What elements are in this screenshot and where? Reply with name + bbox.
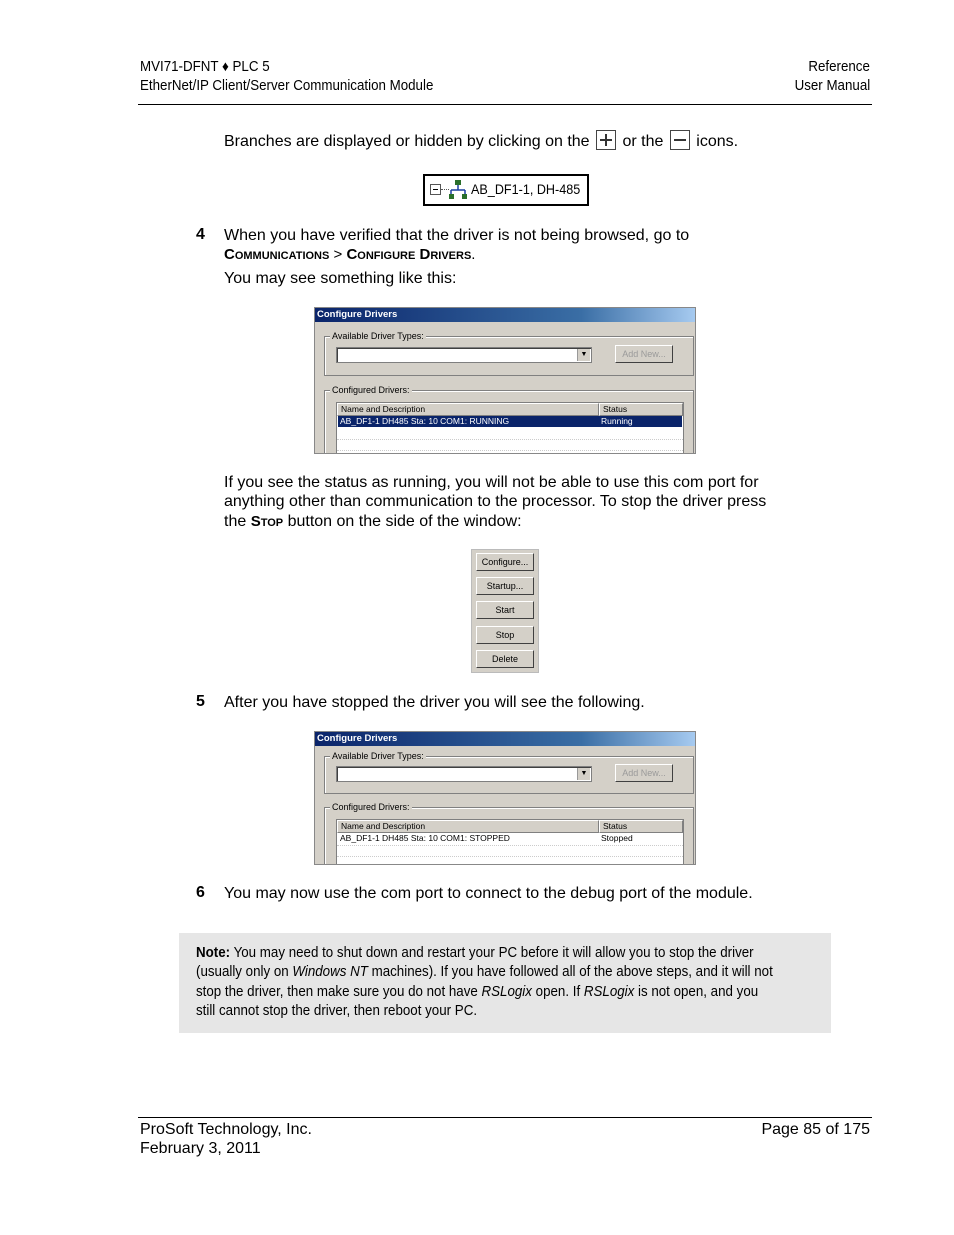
- branches-suffix: icons.: [696, 133, 739, 150]
- footer-company: ProSoft Technology, Inc.: [140, 1121, 312, 1138]
- driver-row-status: Running: [601, 416, 633, 426]
- footer-rule: [138, 1117, 872, 1118]
- note-windows-nt: Windows NT: [292, 964, 368, 980]
- running-para-line3: [224, 512, 522, 532]
- header-rule: [138, 104, 872, 105]
- note-label: Note:: [196, 945, 231, 961]
- note-line2: [196, 963, 773, 983]
- note-rslogix-1: RSLogix: [481, 984, 532, 1000]
- step-4-followup: You may see something like this:: [224, 270, 457, 287]
- step-4-menu-path: [224, 245, 475, 265]
- menu-communications: Communications: [224, 246, 330, 263]
- header-module: EtherNet/IP Client/Server Communication Module: [140, 78, 434, 94]
- add-new-button[interactable]: Add New...: [615, 345, 673, 363]
- tree-node-label[interactable]: AB_DF1-1, DH-485: [471, 181, 581, 197]
- dialog-title: Configure Drivers: [315, 732, 695, 746]
- header-product: MVI71-DFNT ♦ PLC 5: [140, 59, 270, 75]
- driver-row[interactable]: [338, 416, 682, 427]
- running-para-line1: If you see the status as running, you will not be able to use this com port for: [224, 474, 759, 491]
- footer-page-number: Page 85 of 175: [761, 1121, 870, 1138]
- delete-button[interactable]: Delete: [476, 650, 534, 668]
- note-rslogix-2: RSLogix: [583, 984, 635, 1000]
- startup-button[interactable]: Startup...: [476, 577, 534, 595]
- driver-type-select[interactable]: [336, 766, 592, 782]
- tree-node-screenshot: [423, 174, 589, 206]
- driver-row-name: AB_DF1-1 DH485 Sta: 10 COM1: STOPPED: [340, 833, 510, 843]
- dialog-title: Configure Drivers: [315, 308, 695, 322]
- line3-post: button on the side of the window:: [287, 513, 522, 530]
- configured-drivers-list[interactable]: [336, 819, 684, 865]
- note-line2-post: machines). If you have followed all of the above steps, and it will not: [371, 964, 773, 980]
- configure-button[interactable]: Configure...: [476, 553, 534, 571]
- note-line2-pre: (usually only on: [196, 964, 289, 980]
- minus-box-icon: [670, 130, 690, 150]
- step-5-text: After you have stopped the driver you will see the following.: [224, 694, 645, 711]
- menu-period: .: [471, 246, 476, 263]
- note-line1: [196, 944, 754, 964]
- running-para-line2: anything other than communication to the processor. To stop the driver press: [224, 493, 767, 510]
- column-status[interactable]: Status: [599, 820, 683, 833]
- menu-configure-drivers: Configure Drivers: [346, 246, 472, 263]
- configured-drivers-list[interactable]: [336, 402, 684, 454]
- header-section: Reference: [808, 59, 870, 75]
- driver-row-status: Stopped: [601, 833, 633, 843]
- header-manual: User Manual: [794, 78, 870, 94]
- stop-button[interactable]: Stop: [476, 626, 534, 644]
- configured-drivers-label: Configured Drivers:: [332, 802, 410, 812]
- collapse-box-icon: [430, 184, 441, 195]
- start-button[interactable]: Start: [476, 601, 534, 619]
- chevron-down-icon[interactable]: ▼: [577, 768, 590, 780]
- branches-paragraph: [224, 130, 738, 152]
- stop-word: Stop: [250, 513, 284, 530]
- note-line1-text: You may need to shut down and restart your PC before it will allow you to stop the driver: [233, 945, 754, 961]
- configure-drivers-dialog-running: [314, 307, 696, 454]
- available-driver-label: Available Driver Types:: [332, 751, 424, 761]
- note-line3-post: is not open, and you: [638, 984, 759, 1000]
- line3-pre: the: [224, 513, 247, 530]
- column-name[interactable]: Name and Description: [337, 820, 599, 833]
- available-driver-label: Available Driver Types:: [332, 331, 424, 341]
- configured-drivers-label: Configured Drivers:: [332, 385, 410, 395]
- step-4-text: When you have verified that the driver is not being browsed, go to: [224, 227, 690, 244]
- driver-button-panel: [471, 549, 539, 673]
- step-4-number: 4: [196, 226, 205, 243]
- driver-row-name: AB_DF1-1 DH485 Sta: 10 COM1: RUNNING: [340, 416, 510, 426]
- step-5-number: 5: [196, 693, 205, 710]
- footer-date: February 3, 2011: [140, 1140, 261, 1157]
- note-line3-mid: open. If: [535, 984, 581, 1000]
- plus-box-icon: [596, 130, 616, 150]
- branches-middle: or the: [622, 133, 664, 150]
- note-box: [179, 933, 831, 1033]
- step-6-number: 6: [196, 884, 205, 901]
- step-6-text: You may now use the com port to connect to the debug port of the module.: [224, 885, 753, 902]
- column-status[interactable]: Status: [599, 403, 683, 416]
- driver-type-select[interactable]: [336, 347, 592, 363]
- branches-prefix: Branches are displayed or hidden by clicking on the: [224, 133, 590, 150]
- network-icon: [449, 180, 467, 200]
- configure-drivers-dialog-stopped: [314, 731, 696, 865]
- chevron-down-icon[interactable]: ▼: [577, 349, 590, 361]
- note-line3-pre: stop the driver, then make sure you do not have: [196, 984, 478, 1000]
- column-name[interactable]: Name and Description: [337, 403, 599, 416]
- driver-row[interactable]: [338, 833, 682, 844]
- note-line3: [196, 983, 758, 1003]
- note-line4: still cannot stop the driver, then reboot your PC.: [196, 1003, 478, 1019]
- add-new-button[interactable]: Add New...: [615, 764, 673, 782]
- menu-separator: >: [333, 246, 343, 263]
